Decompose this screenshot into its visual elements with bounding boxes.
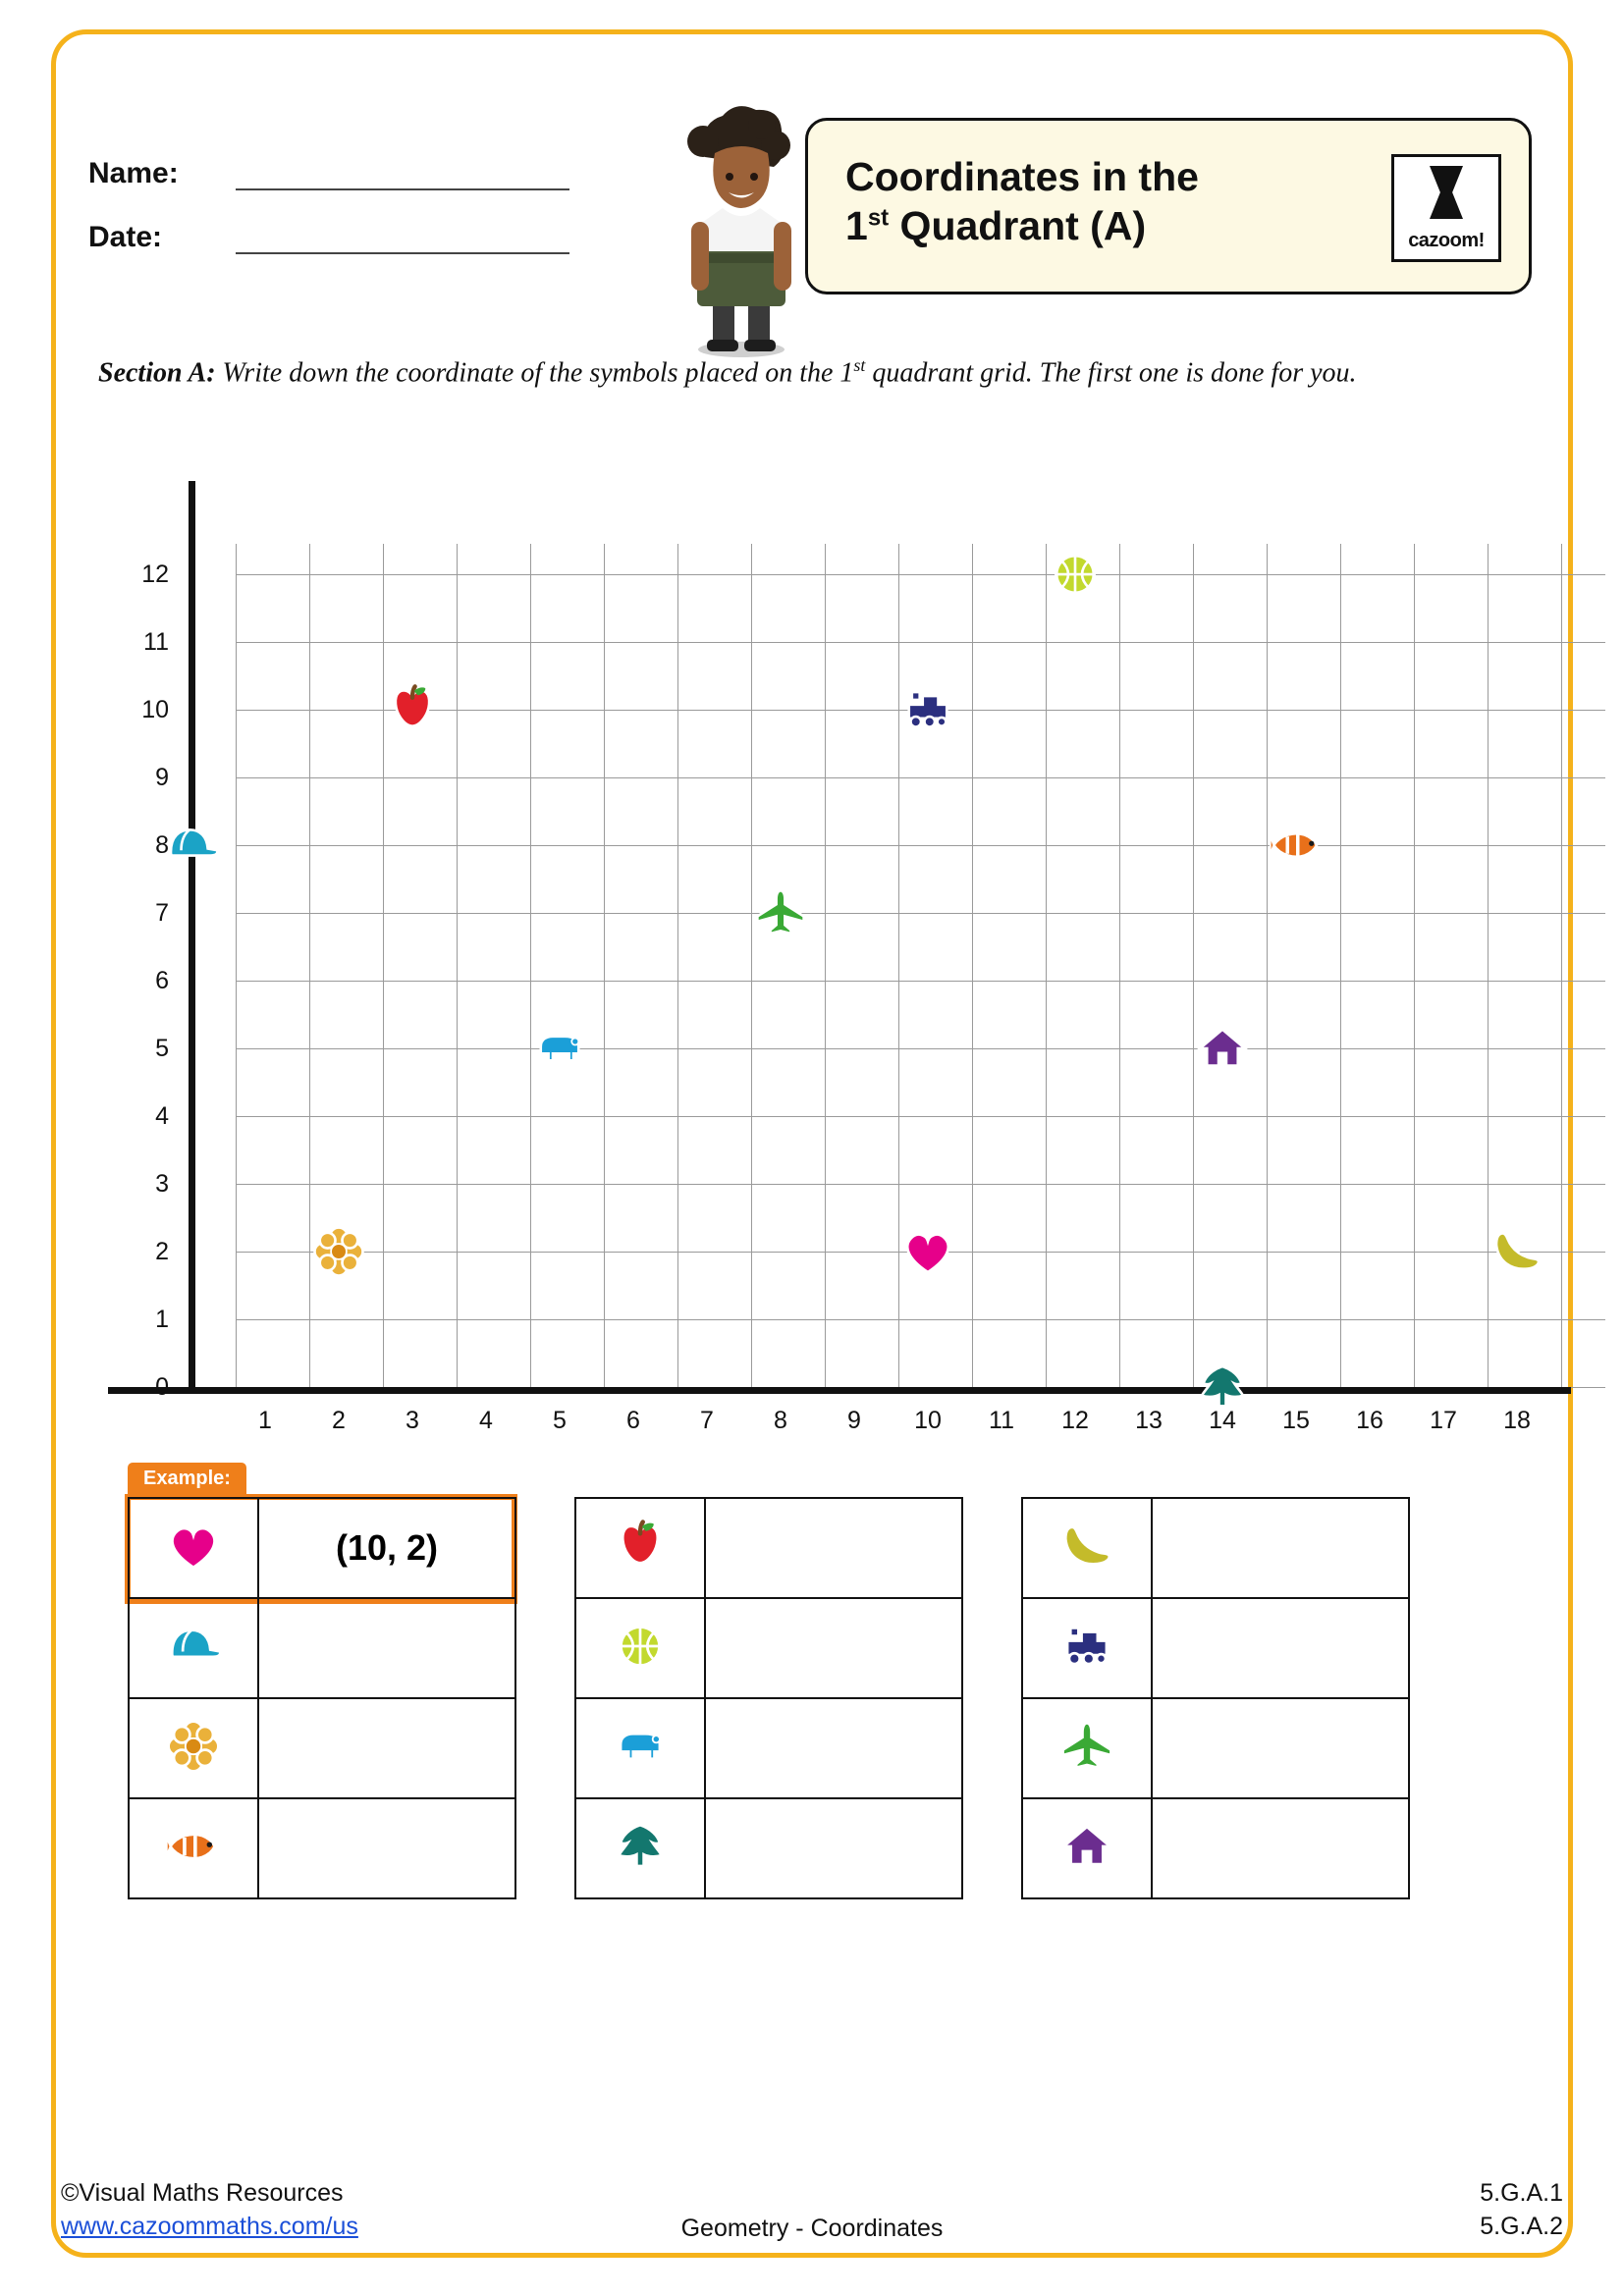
grid-line-vertical <box>898 544 899 1387</box>
copyright-text: ©Visual Maths Resources <box>61 2179 344 2207</box>
name-label: Name: <box>88 157 179 189</box>
x-tick-label: 5 <box>553 1407 567 1434</box>
footer-standards <box>1480 2177 1563 2244</box>
grid-symbol-heart <box>900 1224 955 1279</box>
y-tick-label: 6 <box>155 967 169 994</box>
y-tick-label: 7 <box>155 899 169 927</box>
footer <box>0 2177 1624 2275</box>
grid-line-horizontal <box>236 574 1605 575</box>
grid-plot-area <box>191 491 1571 1384</box>
table-row <box>1022 1598 1409 1698</box>
answer-cell[interactable] <box>1152 1498 1409 1598</box>
grid-symbol-house <box>1195 1021 1250 1076</box>
date-input-line[interactable] <box>236 227 569 254</box>
x-tick-label: 16 <box>1356 1407 1383 1434</box>
coordinate-grid <box>98 481 1531 1434</box>
grid-symbol-apple <box>385 682 440 737</box>
y-tick-label: 9 <box>155 764 169 791</box>
symbol-cell-flower <box>129 1698 258 1798</box>
grid-line-vertical <box>530 544 531 1387</box>
logo-wordmark: cazoom! <box>1408 230 1485 251</box>
grid-line-vertical <box>1046 544 1047 1387</box>
y-tick-label: 3 <box>155 1170 169 1198</box>
table-row <box>1022 1698 1409 1798</box>
y-tick-label: 5 <box>155 1035 169 1062</box>
symbol-cell-tree <box>575 1798 705 1898</box>
grid-line-vertical <box>1340 544 1341 1387</box>
symbol-cell-train <box>1022 1598 1152 1698</box>
x-tick-label: 3 <box>406 1407 419 1434</box>
symbol-cell-house <box>1022 1798 1152 1898</box>
y-tick-label: 4 <box>155 1102 169 1130</box>
grid-line-vertical <box>309 544 310 1387</box>
grid-symbol-airplane <box>753 885 808 940</box>
grid-line-vertical <box>604 544 605 1387</box>
grid-line-vertical <box>677 544 678 1387</box>
y-tick-label: 8 <box>155 831 169 859</box>
x-tick-label: 4 <box>479 1407 493 1434</box>
answer-cell[interactable] <box>258 1598 515 1698</box>
answer-cell[interactable] <box>258 1698 515 1798</box>
date-label: Date: <box>88 221 163 253</box>
symbol-cell-heart <box>129 1498 258 1598</box>
worksheet-header <box>79 59 1551 314</box>
grid-line-vertical <box>1414 544 1415 1387</box>
symbol-cell-apple <box>575 1498 705 1598</box>
symbol-cell-cap <box>129 1598 258 1698</box>
x-tick-label: 13 <box>1135 1407 1163 1434</box>
x-tick-label: 8 <box>774 1407 787 1434</box>
x-axis <box>108 1387 1571 1394</box>
answer-table-1 <box>128 1497 516 1899</box>
x-tick-label: 7 <box>700 1407 714 1434</box>
instructions-ordinal: st <box>853 355 866 375</box>
grid-symbol-flower <box>311 1224 366 1279</box>
table-row <box>575 1598 962 1698</box>
answer-cell[interactable] <box>705 1598 962 1698</box>
grid-symbol-train <box>900 682 955 737</box>
x-tick-label: 17 <box>1430 1407 1457 1434</box>
symbol-cell-bear <box>575 1698 705 1798</box>
answer-table-3 <box>1021 1497 1410 1899</box>
symbol-cell-basketball <box>575 1598 705 1698</box>
y-tick-label: 12 <box>141 561 169 588</box>
instructions-text-before: Write down the coordinate of the symbols placed on the 1 <box>215 357 854 389</box>
grid-line-vertical <box>457 544 458 1387</box>
standard-1: 5.G.A.1 <box>1480 2179 1563 2207</box>
student-mascot-illustration <box>668 106 815 361</box>
y-tick-label: 11 <box>143 628 169 656</box>
grid-line-vertical <box>825 544 826 1387</box>
x-tick-label: 6 <box>626 1407 640 1434</box>
y-tick-label: 1 <box>155 1306 169 1333</box>
table-row <box>129 1698 515 1798</box>
y-axis <box>189 481 195 1394</box>
grid-line-horizontal <box>236 1048 1605 1049</box>
answer-table-2 <box>574 1497 963 1899</box>
symbol-cell-banana <box>1022 1498 1152 1598</box>
grid-line-vertical <box>1193 544 1194 1387</box>
grid-line-vertical <box>1561 544 1562 1387</box>
symbol-cell-clownfish <box>129 1798 258 1898</box>
grid-symbol-basketball <box>1048 547 1103 602</box>
title-box <box>805 118 1532 294</box>
answer-cell[interactable]: (10, 2) <box>258 1498 515 1598</box>
grid-line-horizontal <box>236 1116 1605 1117</box>
x-tick-label: 10 <box>914 1407 942 1434</box>
y-tick-label: 2 <box>155 1238 169 1265</box>
hourglass-icon <box>1430 166 1463 219</box>
title-line-2-ordinal: st <box>867 204 890 232</box>
grid-line-horizontal <box>236 981 1605 982</box>
grid-line-horizontal <box>236 777 1605 778</box>
grid-line-vertical <box>1119 544 1120 1387</box>
x-tick-label: 12 <box>1061 1407 1089 1434</box>
grid-line-vertical <box>236 544 237 1387</box>
name-input-line[interactable] <box>236 163 569 190</box>
grid-line-vertical <box>751 544 752 1387</box>
x-tick-label: 9 <box>847 1407 861 1434</box>
grid-line-horizontal <box>236 845 1605 846</box>
table-row <box>129 1798 515 1898</box>
table-row <box>575 1498 962 1598</box>
instructions <box>98 353 1522 393</box>
symbol-cell-airplane <box>1022 1698 1152 1798</box>
answer-tables <box>128 1463 1522 2101</box>
grid-line-horizontal <box>236 913 1605 914</box>
grid-symbol-cap <box>164 818 219 873</box>
x-tick-label: 1 <box>258 1407 272 1434</box>
answer-cell[interactable] <box>705 1498 962 1598</box>
x-tick-label: 18 <box>1503 1407 1531 1434</box>
section-label: Section A: <box>98 357 216 389</box>
answer-cell[interactable] <box>258 1798 515 1898</box>
footer-topic: Geometry - Coordinates <box>680 2215 944 2242</box>
grid-line-vertical <box>383 544 384 1387</box>
table-row <box>575 1698 962 1798</box>
x-tick-label: 2 <box>332 1407 346 1434</box>
grid-line-horizontal <box>236 1184 1605 1185</box>
website-link[interactable]: www.cazoommaths.com/us <box>61 2212 358 2240</box>
answer-cell[interactable] <box>1152 1798 1409 1898</box>
x-tick-label: 15 <box>1282 1407 1310 1434</box>
grid-line-vertical <box>972 544 973 1387</box>
name-field-row <box>88 157 569 190</box>
cazoom-logo <box>1391 154 1501 262</box>
grid-line-vertical <box>1267 544 1268 1387</box>
grid-symbol-tree <box>1195 1360 1250 1415</box>
origin-label: 0 <box>155 1373 169 1401</box>
table-row <box>129 1498 515 1598</box>
table-row <box>1022 1498 1409 1598</box>
answer-cell[interactable] <box>1152 1598 1409 1698</box>
instructions-text-after: quadrant grid. The first one is done for you. <box>865 357 1357 389</box>
x-tick-label: 14 <box>1209 1407 1236 1434</box>
grid-line-horizontal <box>236 642 1605 643</box>
answer-cell[interactable] <box>1152 1698 1409 1798</box>
x-tick-label: 11 <box>989 1407 1014 1434</box>
date-field-row <box>88 221 569 254</box>
title-line-2-number: 1 <box>845 203 868 249</box>
title-line-2-rest: Quadrant (A) <box>889 203 1147 249</box>
grid-line-horizontal <box>236 1319 1605 1320</box>
table-row <box>129 1598 515 1698</box>
table-row <box>1022 1798 1409 1898</box>
standard-2: 5.G.A.2 <box>1480 2212 1563 2240</box>
page-title <box>845 152 1366 250</box>
grid-line-vertical <box>1488 544 1489 1387</box>
table-row <box>575 1798 962 1898</box>
grid-symbol-banana <box>1489 1224 1544 1279</box>
grid-symbol-clownfish <box>1269 818 1324 873</box>
y-tick-label: 10 <box>141 696 169 723</box>
grid-symbol-bear <box>532 1021 587 1076</box>
answer-cell[interactable] <box>705 1698 962 1798</box>
title-line-1: Coordinates in the <box>845 154 1199 199</box>
example-badge: Example: <box>128 1463 246 1496</box>
answer-cell[interactable] <box>705 1798 962 1898</box>
